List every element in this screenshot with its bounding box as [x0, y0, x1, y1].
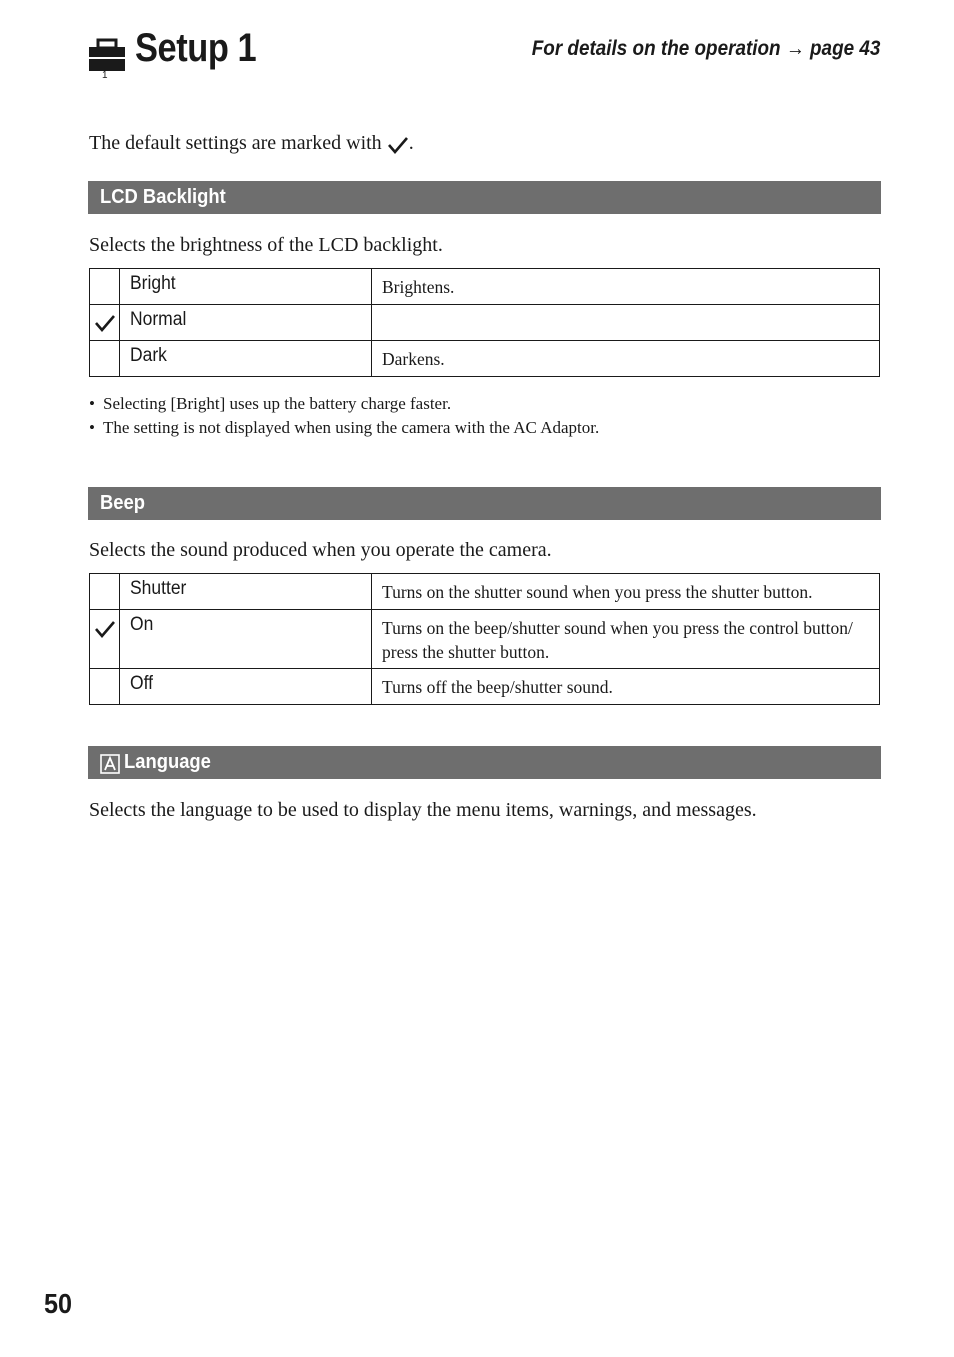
- table-row: [90, 269, 880, 305]
- toolbox-icon: [88, 38, 126, 82]
- lcd-backlight-table: [89, 268, 880, 377]
- notes-list: [89, 392, 599, 440]
- default-marker-cell: [90, 610, 120, 669]
- intro-line: [89, 131, 414, 155]
- intro-text: The default settings are marked with: [89, 131, 382, 154]
- section-title: Language: [124, 751, 211, 773]
- option-cell: On: [120, 610, 372, 669]
- section-bar-language: [88, 746, 881, 779]
- section-description: Selects the sound produced when you operate the camera.: [89, 539, 552, 561]
- page-reference: For details on the operation → page 43: [531, 37, 880, 60]
- detail-cell: Darkens.: [372, 341, 880, 377]
- beep-table: [89, 573, 880, 705]
- section-bar-beep: [88, 487, 881, 520]
- table-row: [90, 341, 880, 377]
- option-cell: Bright: [120, 269, 372, 305]
- section-bar-lcd-backlight: [88, 181, 881, 214]
- default-marker-cell: [90, 669, 120, 705]
- default-check-icon: [94, 313, 116, 333]
- intro-suffix: .: [408, 131, 414, 154]
- table-row: [90, 610, 880, 669]
- option-cell: Off: [120, 669, 372, 705]
- option-cell: Normal: [120, 305, 372, 341]
- option-cell: Dark: [120, 341, 372, 377]
- note-item: • Selecting [Bright] uses up the battery charge faster.: [89, 394, 452, 413]
- detail-cell: [372, 305, 880, 341]
- page-number: 50: [44, 1288, 73, 1319]
- option-cell: Shutter: [120, 574, 372, 610]
- section-description: Selects the language to be used to display the menu items, warnings, and messages.: [89, 799, 757, 821]
- table-row: [90, 574, 880, 610]
- section-title: Beep: [100, 492, 145, 514]
- table-row: [90, 305, 880, 341]
- default-marker-cell: [90, 305, 120, 341]
- setup-index: 1: [102, 70, 108, 81]
- note-item: • The setting is not displayed when using the camera with the AC Adaptor.: [89, 418, 600, 437]
- detail-cell: Turns off the beep/shutter sound.: [372, 669, 880, 705]
- default-check-icon: [387, 135, 409, 155]
- page-title: Setup 1: [135, 26, 257, 70]
- section-title: LCD Backlight: [100, 186, 226, 208]
- default-marker-cell: [90, 269, 120, 305]
- table-row: [90, 669, 880, 705]
- default-marker-cell: [90, 574, 120, 610]
- detail-cell: Turns on the shutter sound when you press the shutter button.: [372, 574, 880, 610]
- section-description: Selects the brightness of the LCD backlight.: [89, 234, 443, 256]
- default-marker-cell: [90, 341, 120, 377]
- language-icon: [100, 754, 120, 774]
- detail-cell: Turns on the beep/shutter sound when you press the control button/ press the shutter button.: [372, 610, 880, 669]
- default-check-icon: [94, 619, 116, 639]
- detail-cell: Brightens.: [372, 269, 880, 305]
